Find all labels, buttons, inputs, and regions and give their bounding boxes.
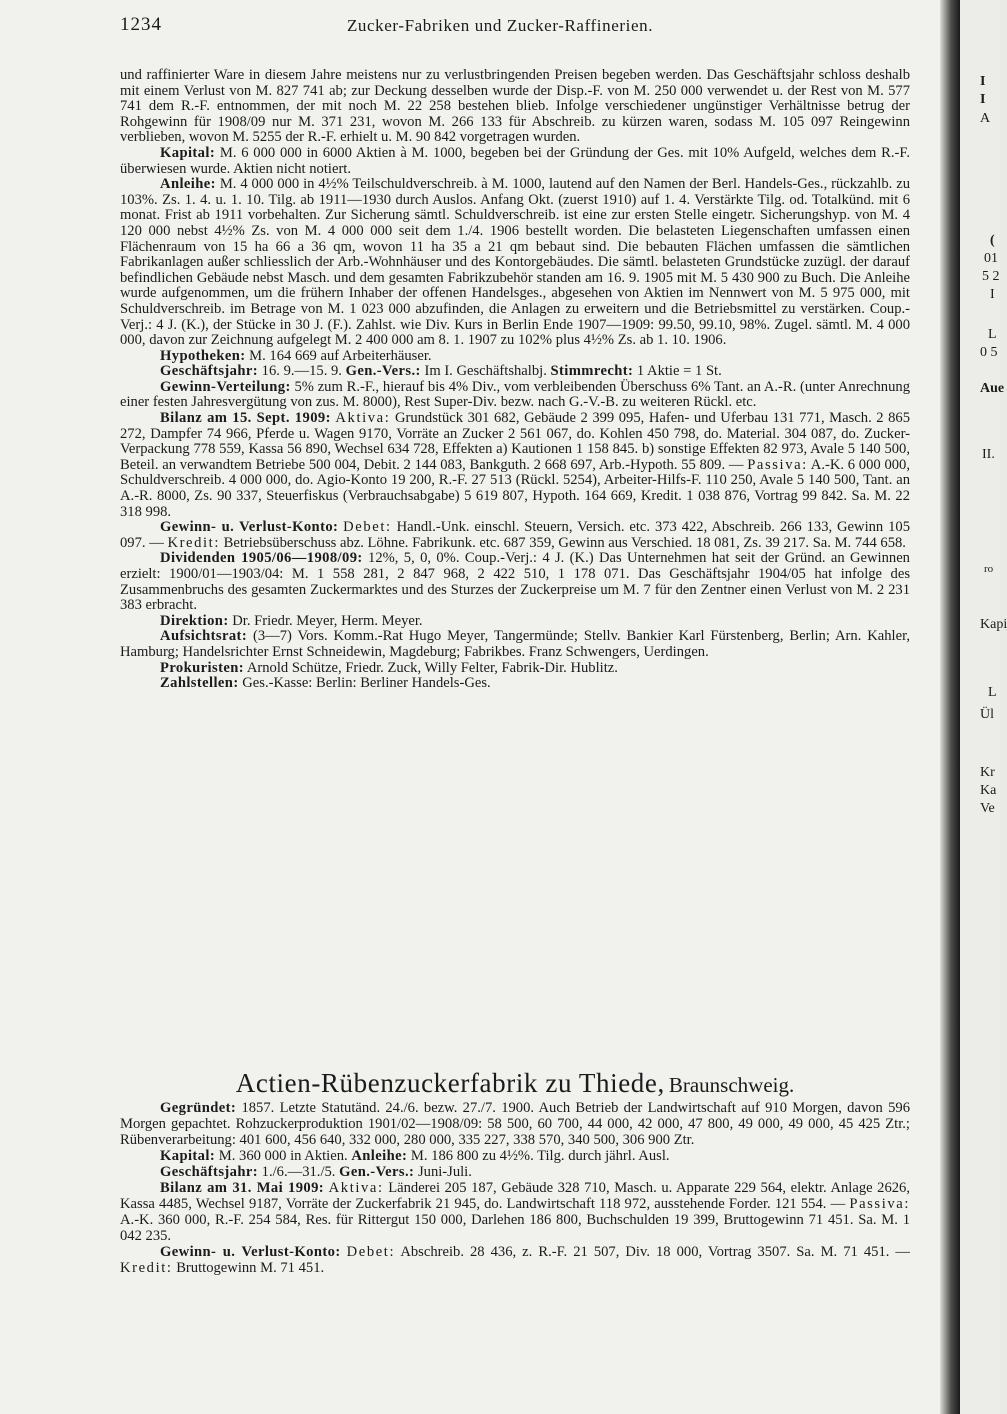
genvers2-label: Gen.-Vers.: [339, 1164, 415, 1180]
anleihe-text: M. 4 000 000 in 4½% Teilschuldverschreib. à M. 1000, lautend auf den Namen der Berl. Handels-Ges., rückzahlb. zu 103%. Zs. 1. 4. u. 1. 10. Tilg. ab 1911—1930 durch Auslos. Anfang Okt. (zuerst 1910) auf 1. 4. Verstärkte Tilg. od. Totalkünd. mit 6 monat. Frist ab 1911 vorbehalten. Zur Sicherung sämtl. Schuldverschreib. ist eine zur ersten Stelle eingetr. Sicherungshyp. von M. 4 120 000 nebst 4½% Zs. von M. 4 000 000 seit dem 1./4. 1906 bestellt worden. Die belasteten Liegenschaften umfassen einen Flächenraum von 15 ha 66 a 36 qm, wovon 11 ha 35 a 21 qm bebaut sind. Die bebauten Flächen umfassen die sämtlichen Fabrikanlagen außer schliesslich der Arb.-Wohnhäuser und des Kontorgebäudes. Die sämtl. belasteten Grundstücke zuzügl. der darauf befindlichen Gebäude nebst Masch. und dem gesamten Fabrikzubehör standen am 16. 9. 1905 mit M. 5 430 900 zu Buch. Die Anleihe wurde aufgenommen, um die frühern Inhaber der offenen Handelsges., abgesehen von Aktien im Nennwert von M. 5 975 000, mit Schuldverschreib. im Betrage von M. 1 023 000 abzufinden, die Anlagen zu erweitern und die Betriebsmittel zu verstärken. Coup.-Verj.: 4 J. (K.), der Stücke in 30 J. (F.). Zahlst. wie Div. Kurs in Berlin Ende 1907—1909: 99.50, 99.10, 98%. Zugel. sämtl. M. 4 000 000, davon zur Zeichnung aufgelegt M. 2 400 000 am 8. 1. 1907 zu 102% plus 4½% Zs. ab 1. 10. 1906. [120, 176, 910, 349]
kredit2-word: Kredit: [120, 1260, 173, 1276]
geschaeftsjahr-label: Geschäftsjahr: [160, 363, 259, 380]
anleihe2-text: M. 186 800 zu 4½%. Tilg. durch jährl. Ausl. [410, 1148, 670, 1164]
guv-label: Gewinn- u. Verlust-Konto: [160, 519, 339, 536]
bilanz2-label: Bilanz am 31. Mai 1909: [160, 1180, 325, 1196]
kapital-label: Kapital: [160, 144, 216, 161]
kapital-text: M. 6 000 000 in 6000 Aktien à M. 1000, begeben bei der Gründung der Ges. mit 10% Aufgeld, welches dem R.-F. überwiesen wurde. Aktien nicht notiert. [120, 144, 910, 177]
aktiva-word: Aktiva: [335, 410, 391, 427]
aufsichtsrat-paragraph [120, 629, 910, 660]
stimmrecht-label: Stimmrecht: [550, 363, 634, 380]
bilanz-paragraph [120, 411, 910, 520]
aufsichtsrat-label: Aufsichtsrat: [160, 628, 248, 645]
right-fragment: I [980, 92, 986, 107]
right-fragment: A [980, 111, 991, 126]
bilanz2-aktiva-text: Länderei 205 187, Gebäude 328 710, Masch. u. Apparate 229 564, elektr. Anlage 2626, Kassa 4485, Wechsel 9187, Vorräte der Zuckerfabrik 21 945, do. Landwirtschaft 118 972, ausstehende Forder. 121 554. — [120, 1180, 910, 1212]
right-fragment: L [988, 327, 997, 342]
kredit-word: Kredit: [167, 534, 220, 551]
aufsichtsrat-text: (3—7) Vors. Komm.-Rat Hugo Meyer, Tangermünde; Stellv. Bankier Karl Fürstenberg, Berlin; Arn. Kahler, Hamburg; Handelsrichter Ernst Schneidewin, Magdeburg; Fabrikbes. Franz Schwengers, Uerdingen. [120, 628, 911, 660]
right-fragment: 0 5 [980, 345, 998, 360]
geschaeftsjahr2-paragraph [120, 1164, 910, 1180]
kapital2-label: Kapital: [160, 1148, 216, 1164]
right-fragment: L [988, 685, 997, 700]
anleihe-paragraph [120, 177, 910, 349]
zahlstellen-paragraph [120, 676, 910, 692]
page-right-edge [960, 0, 1007, 1414]
passiva2-word: Passiva: [849, 1196, 910, 1212]
gegruendet-text: 1857. Letzte Statutänd. 24./6. bezw. 27./7. 1900. Auch Betrieb der Landwirtschaft auf 910 Morgen, davon 596 Morgen gepachtet. Rohzuckerproduktion 1901/02—1908/09: 58 500, 60 700, 44 000, 42 000, 47 800, 49 000, 49 000, 45 425 Ztr.; Rübenverarbeitung: 401 600, 456 640, 332 000, 280 000, 335 227, 338 570, 340 500, 306 900 Ztr. [120, 1100, 910, 1148]
guv-debet-text: Handl.-Unk. einschl. Steuern, Versich. etc. 373 422, Abschreib. 266 133, Gewinn 105 097. — [120, 519, 910, 551]
zahlstellen-text: Ges.-Kasse: Berlin: Berliner Handels-Ges. [242, 675, 491, 692]
geschaeftsjahr-text: 16. 9.—15. 9. [261, 363, 342, 380]
hypotheken-text: M. 164 669 auf Arbeiterhäuser. [249, 347, 432, 364]
guv2-label: Gewinn- u. Verlust-Konto: [160, 1244, 341, 1260]
geschaeftsjahr-paragraph [120, 364, 910, 380]
guv2-kredit-text: Bruttogewinn M. 71 451. [176, 1260, 325, 1276]
right-fragment: Ül [980, 707, 994, 722]
guv-paragraph [120, 520, 910, 551]
company-1-entry [120, 68, 910, 692]
hypotheken-paragraph [120, 349, 910, 365]
debet2-word: Debet: [346, 1244, 396, 1260]
company-2-heading [120, 1068, 910, 1099]
right-fragment: Kr [980, 765, 995, 780]
anleihe-label: Anleihe: [160, 176, 216, 193]
right-fragment: Aue [980, 381, 1005, 396]
bilanz-label: Bilanz am 15. Sept. 1909: [160, 410, 331, 427]
genvers-text: Im I. Geschäftshalbj. [424, 363, 547, 380]
guv-kredit-text: Betriebsüberschuss abz. Löhne. Fabrikunk. etc. 687 359, Gewinn aus Verschied. 18 081, Zs. 39 217. Sa. M. 744 658. [223, 534, 906, 551]
right-fragment: Ve [980, 801, 995, 816]
running-head [120, 14, 880, 40]
right-fragment: 5 2 [982, 269, 1000, 284]
dividenden-paragraph [120, 551, 910, 613]
right-fragment: ro [984, 563, 994, 575]
bilanz2-paragraph [120, 1180, 910, 1244]
right-fragment: II. [982, 447, 995, 462]
right-fragment: Ka [980, 783, 997, 798]
gewinnverteilung-label: Gewinn-Verteilung: [160, 378, 291, 395]
company-2-location: Braunschweig. [668, 1073, 795, 1097]
guv2-debet-text: Abschreib. 28 436, z. R.-F. 21 507, Div. 18 000, Vortrag 3507. Sa. M. 71 451. — [400, 1244, 911, 1260]
kapital-paragraph [120, 146, 910, 177]
right-fragment: I [990, 287, 995, 302]
kapital2-paragraph [120, 1148, 910, 1164]
zahlstellen-label: Zahlstellen: [160, 675, 239, 692]
dividenden-text: 12%, 5, 0, 0%. Coup.-Verj.: 4 J. (K.) Das Unternehmen hat seit der Gründ. an Gewinnen erzielt: 1900/01—1903/04: M. 1 558 281, 2 847 968, 2 422 510, 1 178 071. Das Geschäftsjahr 1904/05 hat infolge des Zusammenbruchs des gesamten Zuckermarktes und des Sturzes der Zuckerpreise um M. 7 für den Zentner einen Verlust von M. 2 231 383 erbracht. [120, 550, 910, 614]
right-fragment: Kapi [980, 617, 1007, 632]
gewinnverteilung-text: 5% zum R.-F., hierauf bis 4% Div., vom verbleibenden Überschuss 6% Tant. an A.-R. (unter Anrechnung einer festen Jahresvergütung von zus. M. 8000), Rest Super-Div. bezw. nach G.-V.-B. zu weiteren Rückl. etc. [120, 378, 910, 411]
guv2-paragraph [120, 1244, 910, 1276]
book-gutter [940, 0, 960, 1414]
bilanz2-passiva-text: A.-K. 360 000, R.-F. 254 584, Res. für Rittergut 150 000, Darlehen 186 800, Buchschulden 19 399, Bruttogewinn 71 451. Sa. M. 1 042 235. [120, 1212, 910, 1244]
intro-paragraph [120, 68, 910, 146]
prokuristen-paragraph [120, 661, 910, 677]
genvers2-text: Juni-Juli. [417, 1164, 472, 1180]
right-fragment: I [980, 74, 986, 89]
genvers-label: Gen.-Vers.: [345, 363, 421, 380]
bilanz-passiva-text: A.-K. 6 000 000, Schuldverschreib. 4 000 000, do. Agio-Konto 19 200, R.-F. 27 513 (Rückl. 5254), Arbeiter-Hilfs-F. 110 250, Avale 5 140 500, Tant. an A.-R. 8000, Zs. 90 337, Steuerfiskus (Verbrauchsabgabe) 5 619 807, Hypoth. 164 669, Kredit. 1 038 876, Vortrag 99 842. Sa. M. 22 318 998. [120, 456, 910, 520]
bilanz-aktiva-text: Grundstück 301 682, Gebäude 2 399 095, Hafen- und Uferbau 131 771, Masch. 2 865 272, Dampfer 74 966, Pferde u. Wagen 9170, Vorräte an Zucker 2 561 067, do. Kohlen 450 798, do. Material. 304 087, do. Zucker-Verpackung 778 559, Kassa 56 890, Wechsel 634 728, Effekten a) Kautionen 1 158 845. b) sonstige Effekten 82 973, Avale 5 140 500, Beteil. an verwandtem Betriebe 500 004, Debit. 2 144 083, Bankguth. 2 668 697, Arb.-Hypoth. 55 809. — [120, 410, 910, 473]
page-number: 1234 [120, 14, 162, 35]
right-fragment: 01 [984, 251, 998, 266]
geschaeftsjahr2-text: 1./6.—31./5. [261, 1164, 336, 1180]
gewinnverteilung-paragraph [120, 380, 910, 411]
company-2-name: Actien-Rübenzuckerfabrik zu Thiede, [235, 1068, 665, 1098]
prokuristen-label: Prokuristen: [160, 659, 244, 676]
right-fragment: ( [990, 233, 995, 248]
dividenden-label: Dividenden 1905/06—1908/09: [160, 550, 363, 567]
direktion-label: Direktion: [160, 612, 229, 629]
prokuristen-text: Arnold Schütze, Friedr. Zuck, Willy Felter, Fabrik-Dir. Hublitz. [246, 659, 618, 676]
direktion-paragraph [120, 614, 910, 630]
passiva-word: Passiva: [747, 456, 808, 473]
hypotheken-label: Hypotheken: [160, 347, 246, 364]
kapital2-text: M. 360 000 in Aktien. [218, 1148, 348, 1164]
running-title: Zucker-Fabriken und Zucker-Raffinerien. [346, 16, 654, 35]
direktion-text: Dr. Friedr. Meyer, Herm. Meyer. [232, 612, 423, 629]
debet-word: Debet: [343, 519, 392, 536]
geschaeftsjahr2-label: Geschäftsjahr: [160, 1164, 259, 1180]
stimmrecht-text: 1 Aktie = 1 St. [636, 363, 722, 380]
anleihe2-label: Anleihe: [351, 1148, 408, 1164]
aktiva2-word: Aktiva: [328, 1180, 384, 1196]
intro-text: und raffinierter Ware in diesem Jahre meistens nur zu verlustbringenden Preisen begeben werden. Das Geschäftsjahr schloss deshalb mit einem Verlust von M. 827 741 ab; zur Deckung desselben wurde der Disp.-F. von M. 250 000 verwendet u. der Rest von M. 577 741 dem R.-F. entnommen, der mit noch M. 22 258 bestehen blieb. Infolge verschiedener ungünstiger Verhältnisse betrug der Rohgewinn für 1908/09 nur M. 371 231, wovon M. 266 133 für Abschreib. zu kürzen waren, sodass M. 105 097 Reingewinn verblieben, wovon M. 5255 der R.-F. erhielt u. M. 90 842 vorgetragen wurden. [120, 67, 910, 146]
gegruendet-label: Gegründet: [160, 1100, 237, 1116]
company-2-entry [120, 1100, 910, 1276]
gegruendet-paragraph [120, 1100, 910, 1148]
